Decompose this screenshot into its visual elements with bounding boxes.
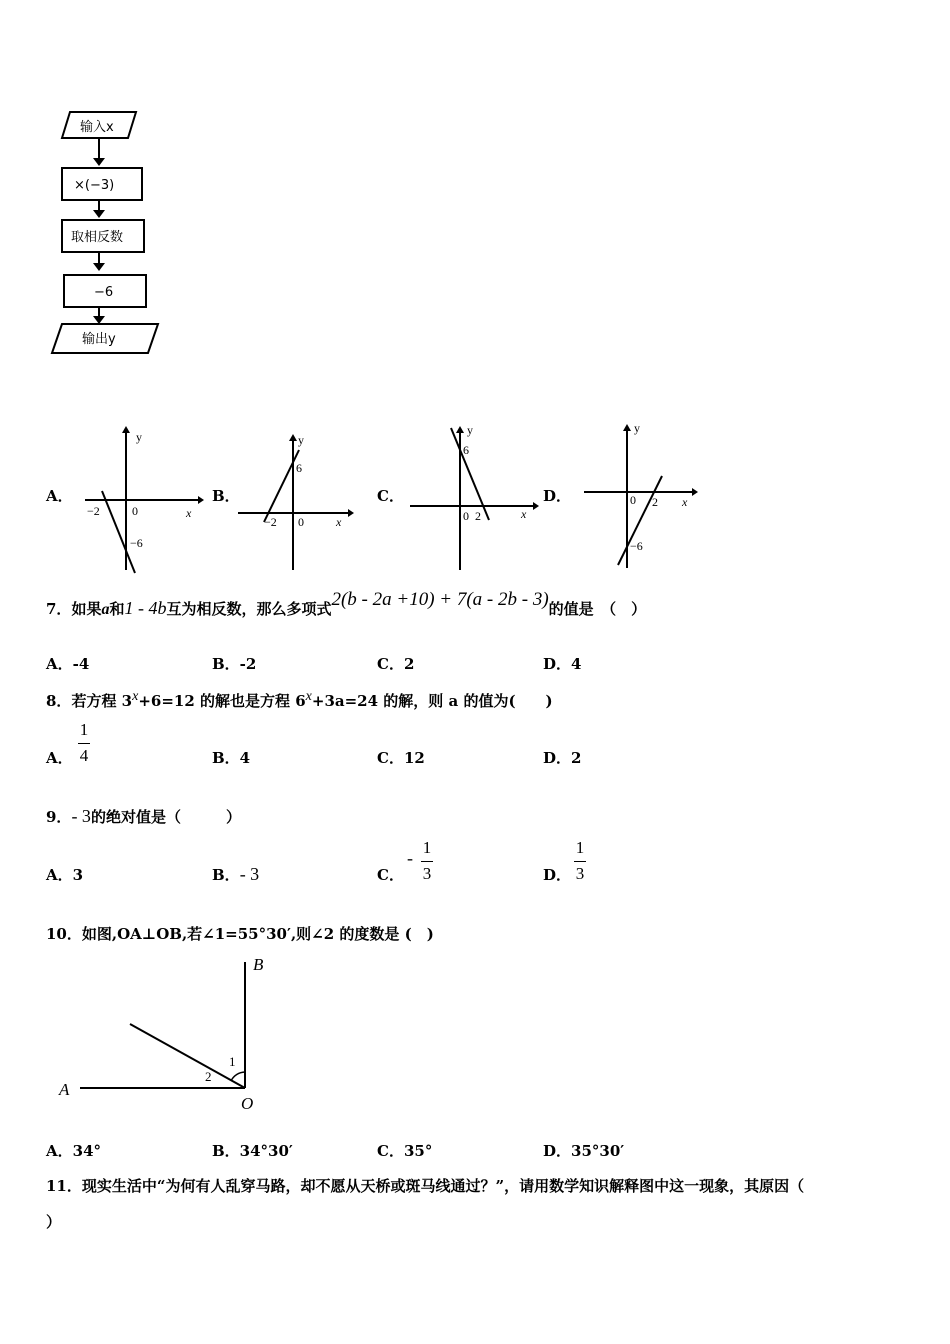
svg-text:y: y	[467, 423, 473, 437]
question-11-line-1: 11．现实生活中“为何有人乱穿马路，却不愿从天桥或斑马线通过？”，请用数学知识解释图中这一现象，其原因（	[46, 1177, 805, 1195]
q10-option-b: B．34°30′	[212, 1142, 293, 1160]
q6-option-a-label: A．	[46, 487, 73, 505]
flowchart	[40, 100, 180, 360]
ray-oc	[130, 1024, 245, 1088]
q8-option-a-label: A．	[46, 749, 73, 767]
q9-option-d-denominator: 3	[575, 864, 585, 883]
q9-option-c-label: C．	[377, 866, 404, 884]
question-10: 10．如图,OA⊥OB,若∠1=55°30′,则∠2 的度数是 ( )	[46, 925, 434, 943]
question-8: 8．若方程 $3^x+6=12$ 的解也是方程 $6^x+3a=24$ 的解，则 a 的值为( )	[46, 689, 553, 710]
svg-text:−6: −6	[630, 539, 643, 553]
svg-text:2: 2	[652, 495, 658, 509]
flowchart-step: 输入x	[80, 120, 114, 135]
q7-option-c: C．2	[377, 655, 415, 673]
q9-option-a: A．3	[46, 866, 84, 884]
svg-text:A: A	[59, 1080, 70, 1099]
angle-arc	[231, 1072, 245, 1081]
q6-graph-b	[236, 430, 361, 575]
flowchart-step: 输出y	[82, 332, 116, 347]
q10-option-a: A．34°	[46, 1142, 102, 1160]
svg-text:O: O	[241, 1094, 254, 1113]
q6-graph-d	[582, 418, 707, 575]
q6-graph-a	[80, 425, 205, 575]
q6-option-c-label: C．	[377, 487, 404, 505]
question-9: 9．- 3的绝对值是（ ）	[46, 806, 241, 826]
q10-option-c: C．35°	[377, 1142, 433, 1160]
q8-option-a-fraction-bar	[78, 743, 90, 744]
svg-text:0: 0	[630, 493, 636, 507]
q9-option-d-fraction-bar	[574, 861, 586, 862]
flowchart-step: 取相反数	[71, 230, 124, 245]
q9-option-c-denominator: 3	[422, 864, 432, 883]
svg-text:y: y	[298, 433, 304, 447]
svg-text:0: 0	[132, 504, 138, 518]
q8-option-a-denominator: 4	[79, 746, 89, 765]
svg-text:−6: −6	[130, 536, 143, 550]
svg-text:6: 6	[296, 461, 302, 475]
q9-option-c-numerator: 1	[422, 838, 432, 857]
q8-option-c: C．12	[377, 749, 425, 767]
graph-line	[102, 491, 135, 573]
svg-text:x: x	[521, 507, 527, 521]
q8-option-d: D．2	[543, 749, 582, 767]
q9-option-c-sign: -	[407, 848, 413, 868]
q6-option-b-label: B．	[212, 487, 240, 505]
q9-option-b: B．- 3	[212, 864, 260, 884]
q7-option-b: B．-2	[212, 655, 257, 673]
svg-text:B: B	[253, 955, 264, 974]
flowchart-step: −6	[94, 285, 114, 300]
svg-text:x: x	[682, 495, 688, 509]
svg-text:1: 1	[229, 1054, 236, 1069]
q7-expression-1: 1 - 4b	[124, 598, 167, 618]
flowchart-step: ×(−3)	[74, 178, 115, 193]
svg-text:0: 0	[298, 515, 304, 529]
q10-angle-figure	[55, 950, 285, 1120]
q8-option-a-numerator: 1	[79, 720, 89, 739]
q7-expression-2: 2(b - 2a +10) + 7(a - 2b - 3)	[331, 589, 549, 610]
q9-option-c-fraction-bar	[421, 861, 433, 862]
svg-text:y: y	[136, 430, 142, 444]
q9-option-d-numerator: 1	[575, 838, 585, 857]
svg-text:0: 0	[463, 509, 469, 523]
svg-text:x: x	[186, 506, 192, 520]
question-7: 7．如果a和1 - 4b互为相反数，那么多项式2(b - 2a +10) + 7(a - 2b - 3)的值是 （ ）	[46, 589, 647, 618]
q8-option-b: B．4	[212, 749, 251, 767]
q9-option-d-label: D．	[543, 866, 572, 884]
q7-option-a: A．-4	[46, 655, 90, 673]
svg-text:x: x	[336, 515, 342, 529]
q10-option-d: D．35°30′	[543, 1142, 625, 1160]
q7-option-d: D．4	[543, 655, 582, 673]
question-11-line-2: ）	[46, 1213, 62, 1231]
q6-graph-c	[405, 420, 545, 575]
svg-text:y: y	[634, 421, 640, 435]
svg-text:2: 2	[205, 1069, 212, 1084]
q6-option-d-label: D．	[543, 487, 572, 505]
svg-text:2: 2	[475, 509, 481, 523]
svg-text:−2: −2	[264, 515, 277, 529]
svg-text:6: 6	[463, 443, 469, 457]
svg-text:−2: −2	[87, 504, 100, 518]
